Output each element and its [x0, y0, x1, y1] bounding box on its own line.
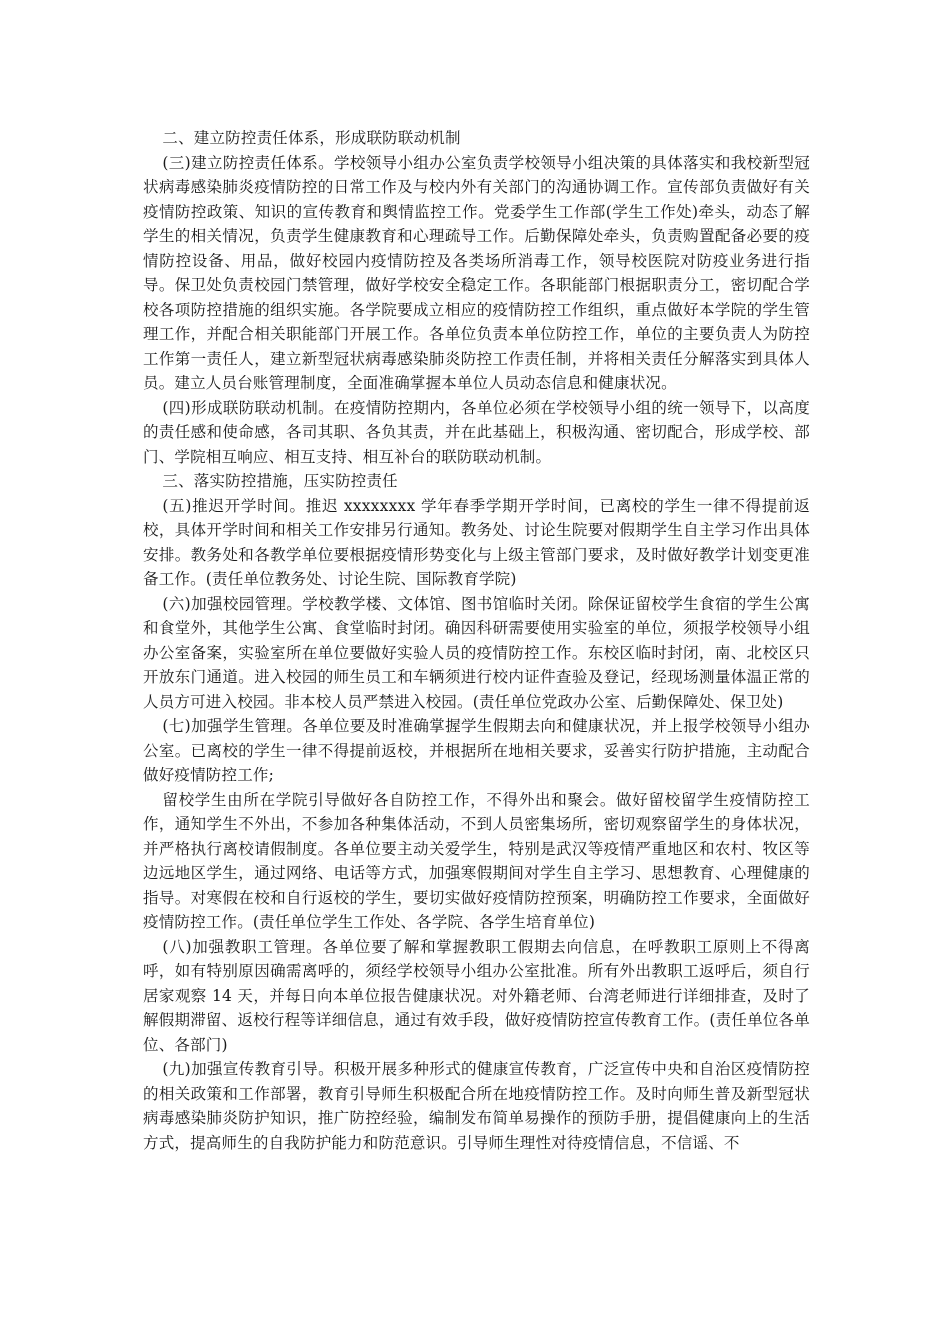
paragraph-7: (七)加强学生管理。各单位要及时准确掌握学生假期去向和健康状况，并上报学校领导小组办公室。已离校的学生一律不得提前返校，并根据所在地相关要求，妥善实行防护措施，主动配合做好疫情防控工作;	[143, 717, 810, 784]
paragraph-9: (九)加强宣传教育引导。积极开展多种形式的健康宣传教育，广泛宣传中央和自治区疫情防控的相关政策和工作部署，教育引导师生积极配合所在地疫情防控工作。及时向师生普及新型冠状病毒感染肺炎防护知识，推广防控经验，编制发布简单易操作的预防手册，提倡健康向上的生活方式，提高师生的自我防护能力和防范意识。引导师生理性对待疫情信息，不信谣、不	[143, 1060, 810, 1152]
section-heading-3: 三、落实防控措施，压实防控责任	[162, 472, 398, 490]
paragraph-6: (六)加强校园管理。学校教学楼、文体馆、图书馆临时关闭。除保证留校学生食宿的学生公寓和食堂外，其他学生公寓、食堂临时封闭。确因科研需要使用实验室的单位，须报学校领导小组办公室备案，实验室所在单位要做好实验人员的疫情防控工作。东校区临时封闭，南、北校区只开放东门通道。进入校园的师生员工和车辆须进行校内证件查验及登记，经现场测量体温正常的人员方可进入校园。非本校人员严禁进入校园。(责任单位党政办公室、后勤保障处、保卫处)	[143, 594, 810, 711]
paragraph-5: (五)推迟开学时间。推迟 xxxxxxxx 学年春季学期开学时间，已离校的学生一律不得提前返校，具体开学时间和相关工作安排另行通知。教务处、讨论生院要对假期学生自主学习作出具体安排。教务处和各教学单位要根据疫情形势变化与上级主管部门要求，及时做好教学计划变更准备工作。(责任单位教务处、讨论生院、国际教育学院)	[143, 496, 810, 588]
section-heading-2: 二、建立防控责任体系，形成联防联动机制	[162, 129, 461, 147]
paragraph-8: (八)加强教职工管理。各单位要了解和掌握教职工假期去向信息，在呼教职工原则上不得离呼，如有特别原因确需离呼的，须经学校领导小组办公室批准。所有外出教职工返呼后，须自行居家观察 14 天，并每日向本单位报告健康状况。对外籍老师、台湾老师进行详细排查，及时了解假期滞留、返校行程等详细信息，通过有效手段，做好疫情防控宣传教育工作。(责任单位各单位、各部门)	[143, 937, 810, 1054]
paragraph-7-continued: 留校学生由所在学院引导做好各自防控工作，不得外出和聚会。做好留校留学生疫情防控工作，通知学生不外出，不参加各种集体活动，不到人员密集场所，密切观察留学生的身体状况，并严格执行离校请假制度。各单位要主动关爱学生，特别是武汉等疫情严重地区和农村、牧区等边远地区学生，通过网络、电话等方式，加强寒假期间对学生自主学习、思想教育、心理健康的指导。对寒假在校和自行返校的学生，要切实做好疫情防控预案，明确防控工作要求，全面做好疫情防控工作。(责任单位学生工作处、各学院、各学生培育单位)	[143, 790, 810, 931]
paragraph-3: (三)建立防控责任体系。学校领导小组办公室负责学校领导小组决策的具体落实和我校新型冠状病毒感染肺炎疫情防控的日常工作及与校内外有关部门的沟通协调工作。宣传部负责做好有关疫情防控政策、知识的宣传教育和舆情监控工作。党委学生工作部(学生工作处)牵头，动态了解学生的相关情况，负责学生健康教育和心理疏导工作。后勤保障处牵头，负责购置配备必要的疫情防控设备、用品，做好校园内疫情防控及各类场所消毒工作，领导校医院对防疫业务进行指导。保卫处负责校园门禁管理，做好学校安全稳定工作。各职能部门根据职责分工，密切配合学校各项防控措施的组织实施。各学院要成立相应的疫情防控工作组织，重点做好本学院的学生管理工作，并配合相关职能部门开展工作。各单位负责本单位防控工作，单位的主要负责人为防控工作第一责任人，建立新型冠状病毒感染肺炎防控工作责任制，并将相关责任分解落实到具体人员。建立人员台账管理制度，全面准确掌握本单位人员动态信息和健康状况。	[143, 153, 810, 392]
document-body	[143, 126, 810, 1155]
paragraph-4: (四)形成联防联动机制。在疫情防控期内，各单位必须在学校领导小组的统一领导下，以高度的责任感和使命感，各司其职、各负其责，并在此基础上，积极沟通、密切配合，形成学校、部门、学院相互响应、相互支持、相互补台的联防联动机制。	[143, 398, 810, 466]
